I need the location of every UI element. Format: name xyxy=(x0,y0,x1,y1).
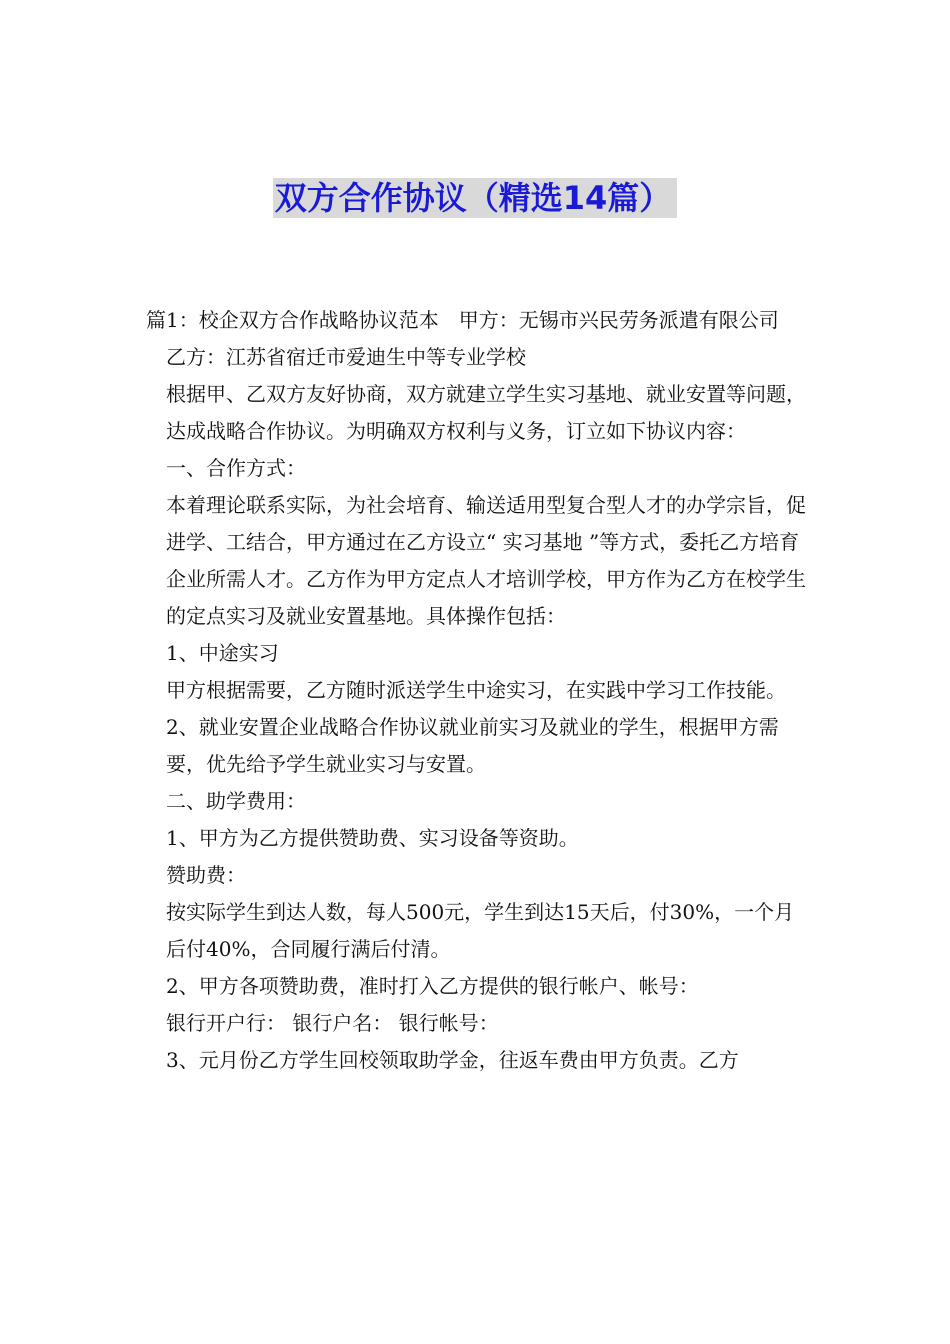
document-body xyxy=(146,302,811,1079)
paragraph: 根据甲、乙双方友好协商，双方就建立学生实习基地、就业安置等问题，达成战略合作协议。为明确双方权利与义务，订立如下协议内容： xyxy=(166,382,806,443)
paragraph: 银行开户行： 银行户名： 银行帐号： xyxy=(166,1011,499,1035)
section-heading: 二、助学费用： xyxy=(166,789,306,813)
paragraph: 3、元月份乙方学生回校领取助学金，往返车费由甲方负责。乙方 xyxy=(166,1048,739,1072)
paragraph: 甲方根据需要，乙方随时派送学生中途实习，在实践中学习工作技能。 xyxy=(166,678,786,702)
paragraph: 按实际学生到达人数，每人500元，学生到达15天后，付30%，一个月后付40%，合同履行满后付清。 xyxy=(166,900,795,961)
document-title: 双方合作协议（精选14篇） xyxy=(273,178,678,218)
paragraph: 2、甲方各项赞助费，准时打入乙方提供的银行帐户、帐号： xyxy=(166,974,699,998)
subsection-heading: 1、中途实习 xyxy=(166,641,279,665)
section-heading: 一、合作方式： xyxy=(166,456,306,480)
title-container xyxy=(0,178,950,218)
paragraph: 本着理论联系实际，为社会培育、输送适用型复合型人才的办学宗旨，促进学、工结合，甲方通过在乙方设立“ 实习基地 ”等方式，委托乙方培育企业所需人才。乙方作为甲方定点人才培训学校，甲方作为乙方在校学生的定点实习及就业安置基地。具体操作包括： xyxy=(166,493,806,628)
paragraph: 篇1：校企双方合作战略协议范本 甲方：无锡市兴民劳务派遣有限公司 xyxy=(146,308,779,332)
paragraph: 赞助费： xyxy=(166,863,246,887)
paragraph: 1、甲方为乙方提供赞助费、实习设备等资助。 xyxy=(166,826,579,850)
paragraph: 乙方：江苏省宿迁市爱迪生中等专业学校 xyxy=(166,345,526,369)
paragraph: 2、就业安置企业战略合作协议就业前实习及就业的学生，根据甲方需要，优先给予学生就业实习与安置。 xyxy=(166,715,779,776)
